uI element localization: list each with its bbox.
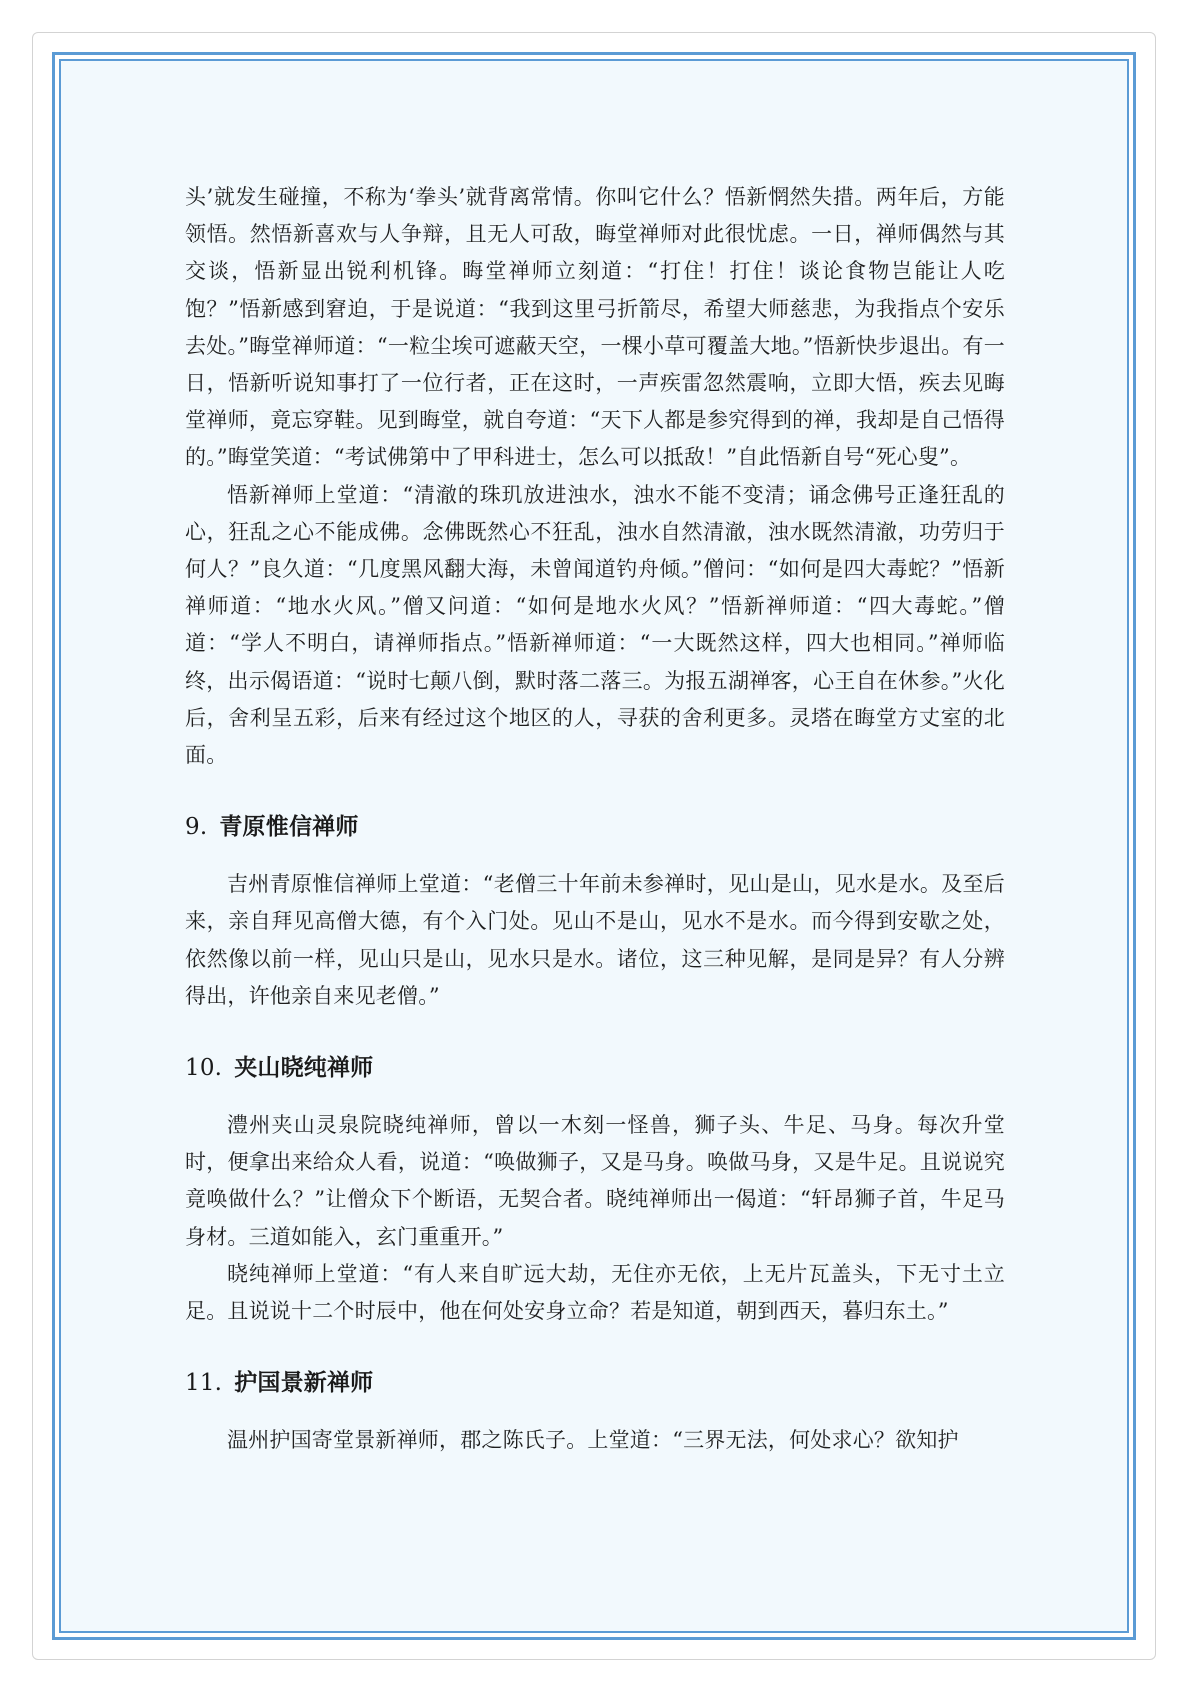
section-9-paragraph-1: 吉州青原惟信禅师上堂道：“老僧三十年前未参禅时，见山是山，见水是水。及至后来，亲自拜见高僧大德，有个入门处。见山不是山，见水不是水。而今得到安歇之处，依然像以前一样，见山只是山，见水只是水。诸位，这三种见解，是同是异？有人分辨得出，许他亲自来见老僧。” <box>185 872 1005 1008</box>
section-heading-10 <box>185 1051 1005 1085</box>
section-heading-9 <box>185 810 1005 844</box>
blue-border-frame <box>52 52 1136 1640</box>
body-paragraph-2: 悟新禅师上堂道：“清澈的珠玑放进浊水，浊水不能不变清；诵念佛号正逢狂乱的心，狂乱之心不能成佛。念佛既然心不狂乱，浊水自然清澈，浊水既然清澈，功劳归于何人？”良久道：“几度黑风翻大海，未曾闻道钓舟倾。”僧问：“如何是四大毒蛇？”悟新禅师道：“地水火风。”僧又问道：“如何是地水火风？”悟新禅师道：“四大毒蛇。”僧道：“学人不明白，请禅师指点。”悟新禅师道：“一大既然这样，四大也相同。”禅师临终，出示偈语道：“说时七颠八倒，默时落二落三。为报五湖禅客，心王自在休参。”火化后，舍利呈五彩，后来有经过这个地区的人，寻获的舍利更多。灵塔在晦堂方丈室的北面。 <box>185 482 1005 768</box>
section-10-paragraph-1: 澧州夹山灵泉院晓纯禅师，曾以一木刻一怪兽，狮子头、牛足、马身。每次升堂时，便拿出来给众人看，说道：“唤做狮子，又是马身。唤做马身，又是牛足。且说说究竟唤做什么？”让僧众下个断语，无契合者。晓纯禅师出一偈道：“轩昂狮子首，牛足马身材。三道如能入，玄门重重开。” <box>185 1113 1005 1249</box>
page-content-area <box>59 59 1129 1633</box>
section-10-paragraph-2: 晓纯禅师上堂道：“有人来自旷远大劫，无住亦无依，上无片瓦盖头，下无寸土立足。且说说十二个时辰中，他在何处安身立命？若是知道，朝到西天，暮归东土。” <box>185 1261 1005 1324</box>
document-body <box>185 179 1005 1459</box>
section-number-11: 11. <box>185 1370 223 1397</box>
section-title-11: 护国景新禅师 <box>234 1369 374 1397</box>
section-heading-11 <box>185 1366 1005 1400</box>
section-number-10: 10. <box>185 1055 223 1082</box>
section-11-paragraph-1: 温州护国寄堂景新禅师，郡之陈氏子。上堂道：“三界无法，何处求心？欲知护 <box>227 1428 959 1453</box>
body-paragraph-1: 头’就发生碰撞，不称为‘拳头’就背离常情。你叫它什么？悟新惘然失措。两年后，方能领悟。然悟新喜欢与人争辩，且无人可敌，晦堂禅师对此很忧虑。一日，禅师偶然与其交谈，悟新显出锐利机锋。晦堂禅师立刻道：“打住！打住！谈论食物岂能让人吃饱？”悟新感到窘迫，于是说道：“我到这里弓折箭尽，希望大师慈悲，为我指点个安乐去处。”晦堂禅师道：“一粒尘埃可遮蔽天空，一棵小草可覆盖大地。”悟新快步退出。有一日，悟新听说知事打了一位行者，正在这时，一声疾雷忽然震响，立即大悟，疾去见晦堂禅师，竟忘穿鞋。见到晦堂，就自夸道：“天下人都是参究得到的禅，我却是自己悟得的。”晦堂笑道：“考试佛第中了甲科进士，怎么可以抵敌！”自此悟新自号“死心叟”。 <box>185 185 1005 470</box>
section-number-9: 9. <box>185 814 208 841</box>
section-title-9: 青原惟信禅师 <box>219 813 359 841</box>
section-title-10: 夹山晓纯禅师 <box>234 1054 374 1082</box>
